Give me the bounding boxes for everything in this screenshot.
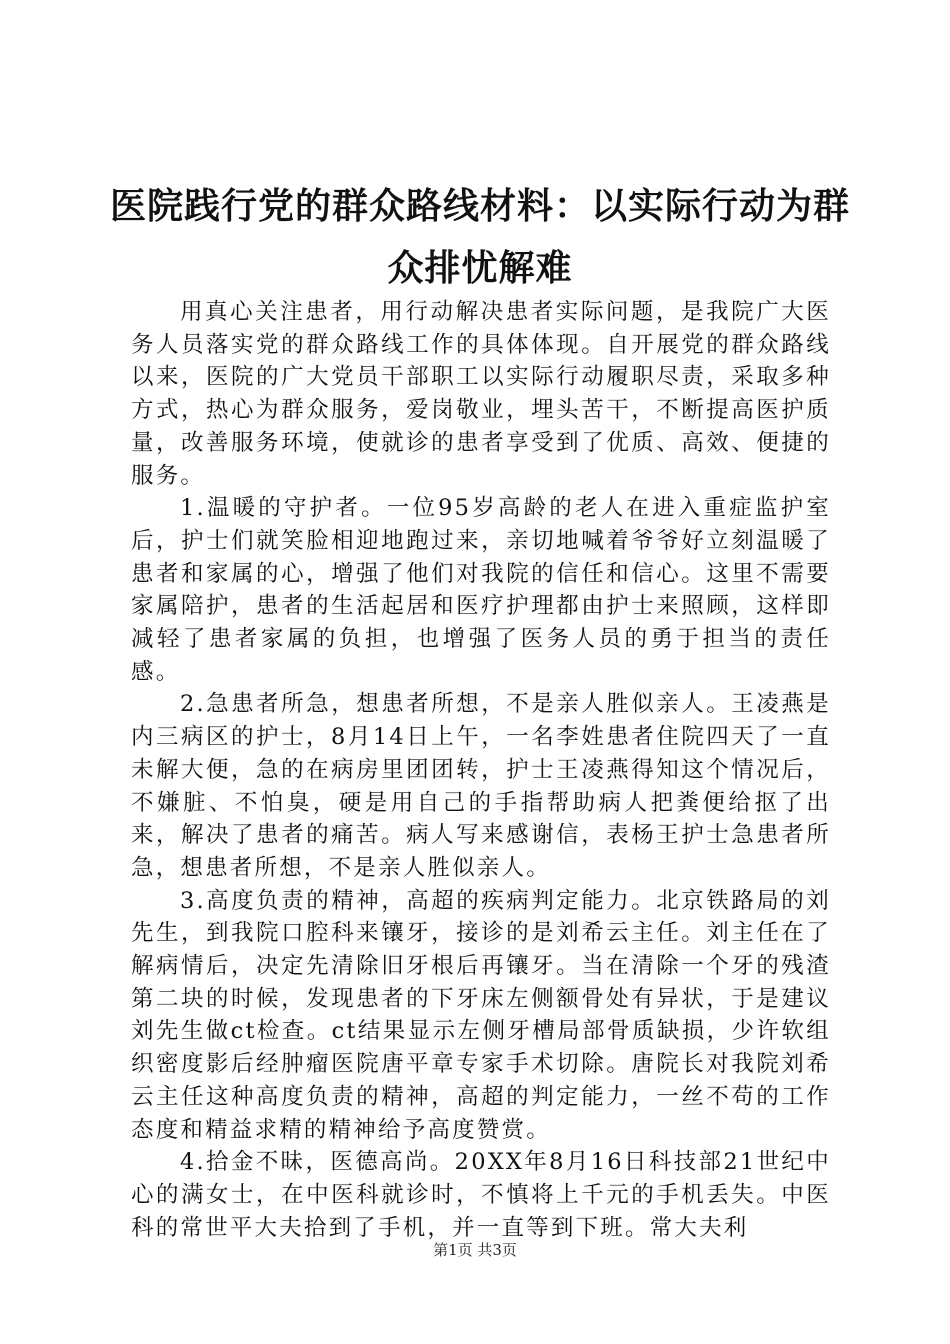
paragraph-item-4: 4.拾金不昧，医德高尚。20XX年8月16日科技部21世纪中心的满女士，在中医科就诊时，不慎将上千元的手机丢失。中医科的常世平大夫拾到了手机，并一直等到下班。常大夫利 [131, 1149, 831, 1241]
paragraph-intro: 用真心关注患者，用行动解决患者实际问题，是我院广大医务人员落实党的群众路线工作的具体体现。自开展党的群众路线以来，医院的广大党员干部职工以实际行动履职尽责，采取多种方式，热心为群众服务，爱岗敬业，埋头苦干，不断提高医护质量，改善服务环境，使就诊的患者享受到了优质、高效、便捷的服务。 [131, 299, 831, 489]
document-body [131, 296, 831, 1244]
paragraph-item-3: 3.高度负责的精神，高超的疾病判定能力。北京铁路局的刘先生，到我院口腔科来镶牙，接诊的是刘希云主任。刘主任在了解病情后，决定先清除旧牙根后再镶牙。当在清除一个牙的残渣第二块的时候，发现患者的下牙床左侧额骨处有异状，于是建议刘先生做ct检查。ct结果显示左侧牙槽局部骨质缺损，少许软组织密度影后经肿瘤医院唐平章专家手术切除。唐院长对我院刘希云主任这种高度负责的精神，高超的判定能力，一丝不苟的工作态度和精益求精的精神给予高度赞赏。 [131, 887, 831, 1143]
document-title: 医院践行党的群众路线材料：以实际行动为群众排忧解难 [110, 186, 851, 289]
page-number-footer: 第1页 共3页 [433, 1241, 517, 1259]
paragraph-item-1: 1.温暖的守护者。一位95岁高龄的老人在进入重症监护室后，护士们就笑脸相迎地跑过来，亲切地喊着爷爷好立刻温暖了患者和家属的心，增强了他们对我院的信任和信心。这里不需要家属陪护，患者的生活起居和医疗护理都由护士来照顾，这样即减轻了患者家属的负担，也增强了医务人员的勇于担当的责任感。 [131, 495, 831, 685]
paragraph-item-2: 2.急患者所急，想患者所想，不是亲人胜似亲人。王凌燕是内三病区的护士，8月14日上午，一名李姓患者住院四天了一直未解大便，急的在病房里团团转，护士王凌燕得知这个情况后，不嫌脏、不怕臭，硬是用自己的手指帮助病人把粪便给抠了出来，解决了患者的痛苦。病人写来感谢信，表杨王护士急患者所急，想患者所想，不是亲人胜似亲人。 [131, 691, 831, 881]
